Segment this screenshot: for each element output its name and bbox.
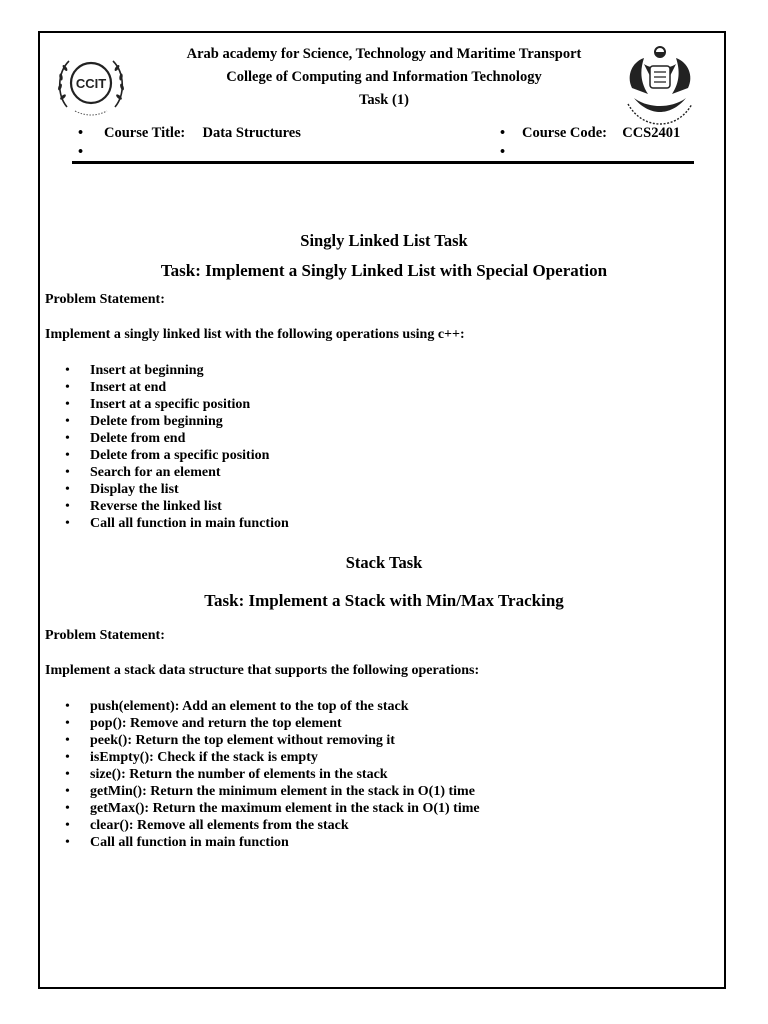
list-item <box>45 464 289 481</box>
list-item <box>45 698 480 715</box>
institution-name: Arab academy for Science, Technology and Maritime Transport <box>186 46 582 62</box>
list-item-text: getMin(): Return the minimum element in the stack in O(1) time <box>90 784 475 799</box>
stack-operations <box>45 698 480 851</box>
bullet-icon: • <box>65 397 70 412</box>
bullet-icon: • <box>65 750 70 765</box>
linked-list-operations <box>45 362 289 532</box>
stack-task: Task: Implement a Stack with Min/Max Tracking <box>204 591 564 610</box>
stack-description: Implement a stack data structure that supports the following operations: <box>45 663 480 678</box>
bullet-icon: • <box>65 835 70 850</box>
list-item <box>45 783 480 800</box>
list-item-text: getMax(): Return the maximum element in the stack in O(1) time <box>90 801 480 816</box>
list-item <box>45 515 289 532</box>
list-item-text: isEmpty(): Check if the stack is empty <box>90 750 318 765</box>
list-item <box>45 732 480 749</box>
college-name: College of Computing and Information Technology <box>226 69 542 85</box>
list-item <box>45 817 480 834</box>
linked-list-description: Implement a singly linked list with the following operations using c++: <box>45 327 465 342</box>
list-item <box>45 379 289 396</box>
bullet-icon: • <box>65 465 70 480</box>
bullet-icon: • <box>65 516 70 531</box>
list-item <box>45 362 289 379</box>
bullet-icon: • <box>65 482 70 497</box>
list-item <box>45 715 480 732</box>
list-item <box>45 766 480 783</box>
list-item <box>45 800 480 817</box>
header-divider <box>72 161 694 164</box>
list-item-text: Delete from a specific position <box>90 448 270 463</box>
bullet-icon: • <box>65 414 70 429</box>
list-item-text: push(element): Add an element to the top of the stack <box>90 699 409 714</box>
bullet-icon: • <box>65 499 70 514</box>
bullet-icon: • <box>65 448 70 463</box>
course-code-row <box>500 125 680 142</box>
bullet-icon: • <box>65 431 70 446</box>
course-code-empty-bullet <box>500 144 526 161</box>
bullet-icon: • <box>65 784 70 799</box>
list-item <box>45 498 289 515</box>
list-item-text: Display the list <box>90 482 179 497</box>
bullet-icon: • <box>500 125 506 141</box>
list-item <box>45 413 289 430</box>
svg-text:CCIT: CCIT <box>75 76 107 91</box>
bullet-icon: • <box>65 716 70 731</box>
list-item-text: peek(): Return the top element without removing it <box>90 733 395 748</box>
list-item-text: Insert at beginning <box>90 363 204 378</box>
list-item <box>45 430 289 447</box>
course-title-empty-bullet <box>78 144 104 161</box>
course-title-value: Data Structures <box>202 125 301 141</box>
bullet-icon: • <box>500 144 506 160</box>
list-item <box>45 834 480 851</box>
bullet-icon: • <box>78 144 84 160</box>
bullet-icon: • <box>65 818 70 833</box>
linked-list-task: Task: Implement a Singly Linked List with Special Operation <box>160 261 608 280</box>
list-item-text: clear(): Remove all elements from the stack <box>90 818 349 833</box>
list-item <box>45 481 289 498</box>
list-item-text: pop(): Remove and return the top element <box>90 716 342 731</box>
list-item-text: Delete from beginning <box>90 414 223 429</box>
list-item-text: Insert at a specific position <box>90 397 251 412</box>
bullet-icon: • <box>65 733 70 748</box>
bullet-icon: • <box>65 767 70 782</box>
list-item-text: Reverse the linked list <box>90 499 222 514</box>
bullet-icon: • <box>78 125 84 141</box>
bullet-icon: • <box>65 699 70 714</box>
course-title-row <box>78 125 301 142</box>
task-number: Task (1) <box>359 92 409 108</box>
list-item-text: Call all function in main function <box>90 516 289 531</box>
bullet-icon: • <box>65 380 70 395</box>
list-item-text: Insert at end <box>90 380 167 395</box>
course-title-label: Course Title: <box>104 125 186 141</box>
linked-list-problem-label: Problem Statement: <box>45 292 165 307</box>
course-code-label: Course Code: <box>522 125 607 141</box>
course-code-value: CCS2401 <box>622 125 681 141</box>
bullet-icon: • <box>65 801 70 816</box>
list-item <box>45 396 289 413</box>
list-item-text: Call all function in main function <box>90 835 289 850</box>
bullet-icon: • <box>65 363 70 378</box>
stack-title: Stack Task <box>345 553 423 572</box>
list-item-text: size(): Return the number of elements in the stack <box>90 767 388 782</box>
linked-list-title: Singly Linked List Task <box>300 231 468 250</box>
list-item-text: Delete from end <box>90 431 186 446</box>
list-item <box>45 749 480 766</box>
stack-problem-label: Problem Statement: <box>45 628 165 643</box>
list-item <box>45 447 289 464</box>
list-item-text: Search for an element <box>90 465 221 480</box>
